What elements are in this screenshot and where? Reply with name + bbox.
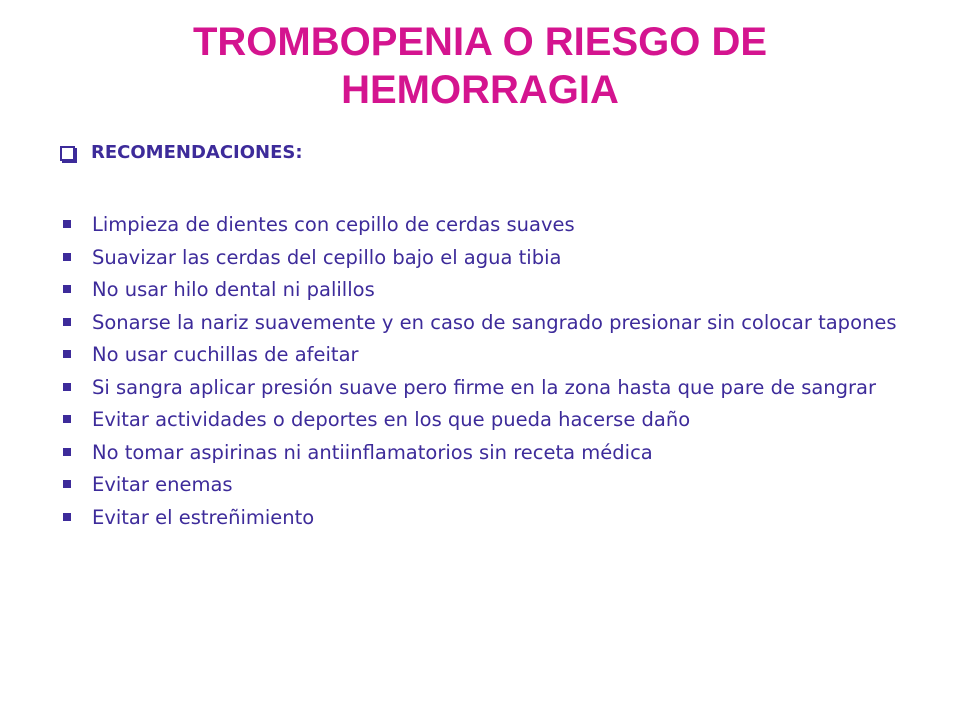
- list-item-text: Evitar el estreñimiento: [92, 505, 315, 529]
- list-item-text: No tomar aspirinas ni antiinflamatorios sin receta médica: [92, 440, 653, 464]
- square-bullet-icon: [63, 480, 71, 488]
- list-item-text: Evitar actividades o deportes en los que pueda hacerse daño: [92, 408, 691, 431]
- square-bullet-icon: [63, 318, 71, 326]
- list-item-text: Evitar enemas: [92, 473, 233, 496]
- list-item: [60, 408, 930, 431]
- title-line-1: TROMBOPENIA O RIESGO DE: [192, 20, 768, 64]
- list-item-text: No usar cuchillas de afeitar: [92, 343, 359, 366]
- list-item: [60, 441, 930, 464]
- square-bullet-icon: [63, 220, 71, 228]
- square-bullet-icon: [63, 253, 71, 261]
- list-item: [60, 506, 930, 529]
- list-item-text: Si sangra aplicar presión suave pero firme en la zona hasta que pare de sangrar: [92, 375, 877, 399]
- section-label: RECOMENDACIONES:: [91, 142, 303, 163]
- square-bullet-icon: [63, 285, 71, 293]
- list-item: [60, 246, 930, 269]
- list-item-text: Suavizar las cerdas del cepillo bajo el agua tibia: [92, 245, 562, 269]
- square-bullet-icon: [63, 415, 71, 423]
- slide-title: [60, 18, 900, 114]
- list-item: [60, 343, 930, 366]
- square-bullet-icon: [63, 448, 71, 456]
- list-item: [60, 213, 930, 236]
- square-bullet-icon: [63, 383, 71, 391]
- list-item-text: No usar hilo dental ni palillos: [92, 278, 375, 301]
- list-item: [60, 376, 930, 399]
- square-bullet-icon: [63, 350, 71, 358]
- section-heading: [60, 142, 303, 163]
- square-bullet-icon: [63, 513, 71, 521]
- list-item: [60, 278, 930, 301]
- list-item: [60, 311, 930, 334]
- hollow-square-icon: [60, 146, 75, 161]
- list-item-text: Limpieza de dientes con cepillo de cerdas suaves: [92, 213, 575, 236]
- list-item-text: Sonarse la nariz suavemente y en caso de sangrado presionar sin colocar tapones: [92, 310, 897, 334]
- title-line-2: HEMORRAGIA: [341, 68, 619, 112]
- recommendations-list: [60, 213, 930, 538]
- list-item: [60, 473, 930, 496]
